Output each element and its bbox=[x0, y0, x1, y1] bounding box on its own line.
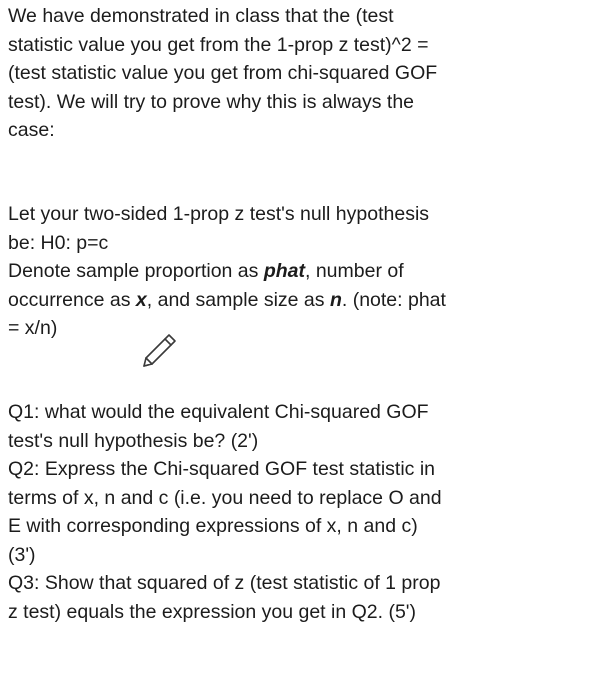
setup-line: be: H0: p=c bbox=[8, 231, 109, 254]
intro-line: We have demonstrated in class that the (test bbox=[8, 5, 394, 27]
setup-line bbox=[8, 286, 583, 315]
intro-line: (test statistic value you get from chi-squared GOF bbox=[8, 62, 438, 84]
setup-text: occurrence as bbox=[8, 288, 136, 311]
x-term: x bbox=[135, 288, 147, 311]
setup-line: = x/n) bbox=[8, 317, 58, 339]
setup-line: Let your two-sided 1-prop z test's null hypothesis bbox=[8, 203, 430, 225]
questions-paragraph bbox=[8, 398, 583, 626]
intro-line: test). We will try to prove why this is always the bbox=[8, 90, 415, 113]
intro-line: statistic value you get from the 1-prop z test)^2 = bbox=[8, 33, 429, 56]
question-line: terms of x, n and c (i.e. you need to replace O and bbox=[8, 486, 442, 509]
question-line: Q3: Show that squared of z (test statistic of 1 prop bbox=[8, 572, 441, 594]
setup-line bbox=[8, 257, 583, 286]
question-line: Q2: Express the Chi-squared GOF test statistic in bbox=[8, 458, 435, 480]
setup-text: , and sample size as bbox=[146, 288, 330, 311]
question-line: Q1: what would the equivalent Chi-squared GOF bbox=[8, 401, 429, 423]
intro-paragraph bbox=[8, 2, 583, 145]
question-line: test's null hypothesis be? (2') bbox=[8, 429, 259, 452]
setup-text: Denote sample proportion as bbox=[8, 260, 264, 282]
intro-line: case: bbox=[8, 119, 55, 141]
pencil-icon[interactable] bbox=[136, 330, 180, 374]
question-line: z test) equals the expression you get in Q2. (5') bbox=[8, 600, 417, 623]
question-line: E with corresponding expressions of x, n and c) bbox=[8, 515, 418, 537]
phat-term: phat bbox=[263, 260, 305, 282]
n-term: n bbox=[329, 288, 342, 311]
setup-text: . (note: phat bbox=[341, 288, 446, 311]
setup-text: , number of bbox=[305, 260, 404, 282]
setup-paragraph bbox=[8, 200, 583, 343]
question-line: (3') bbox=[8, 543, 36, 566]
